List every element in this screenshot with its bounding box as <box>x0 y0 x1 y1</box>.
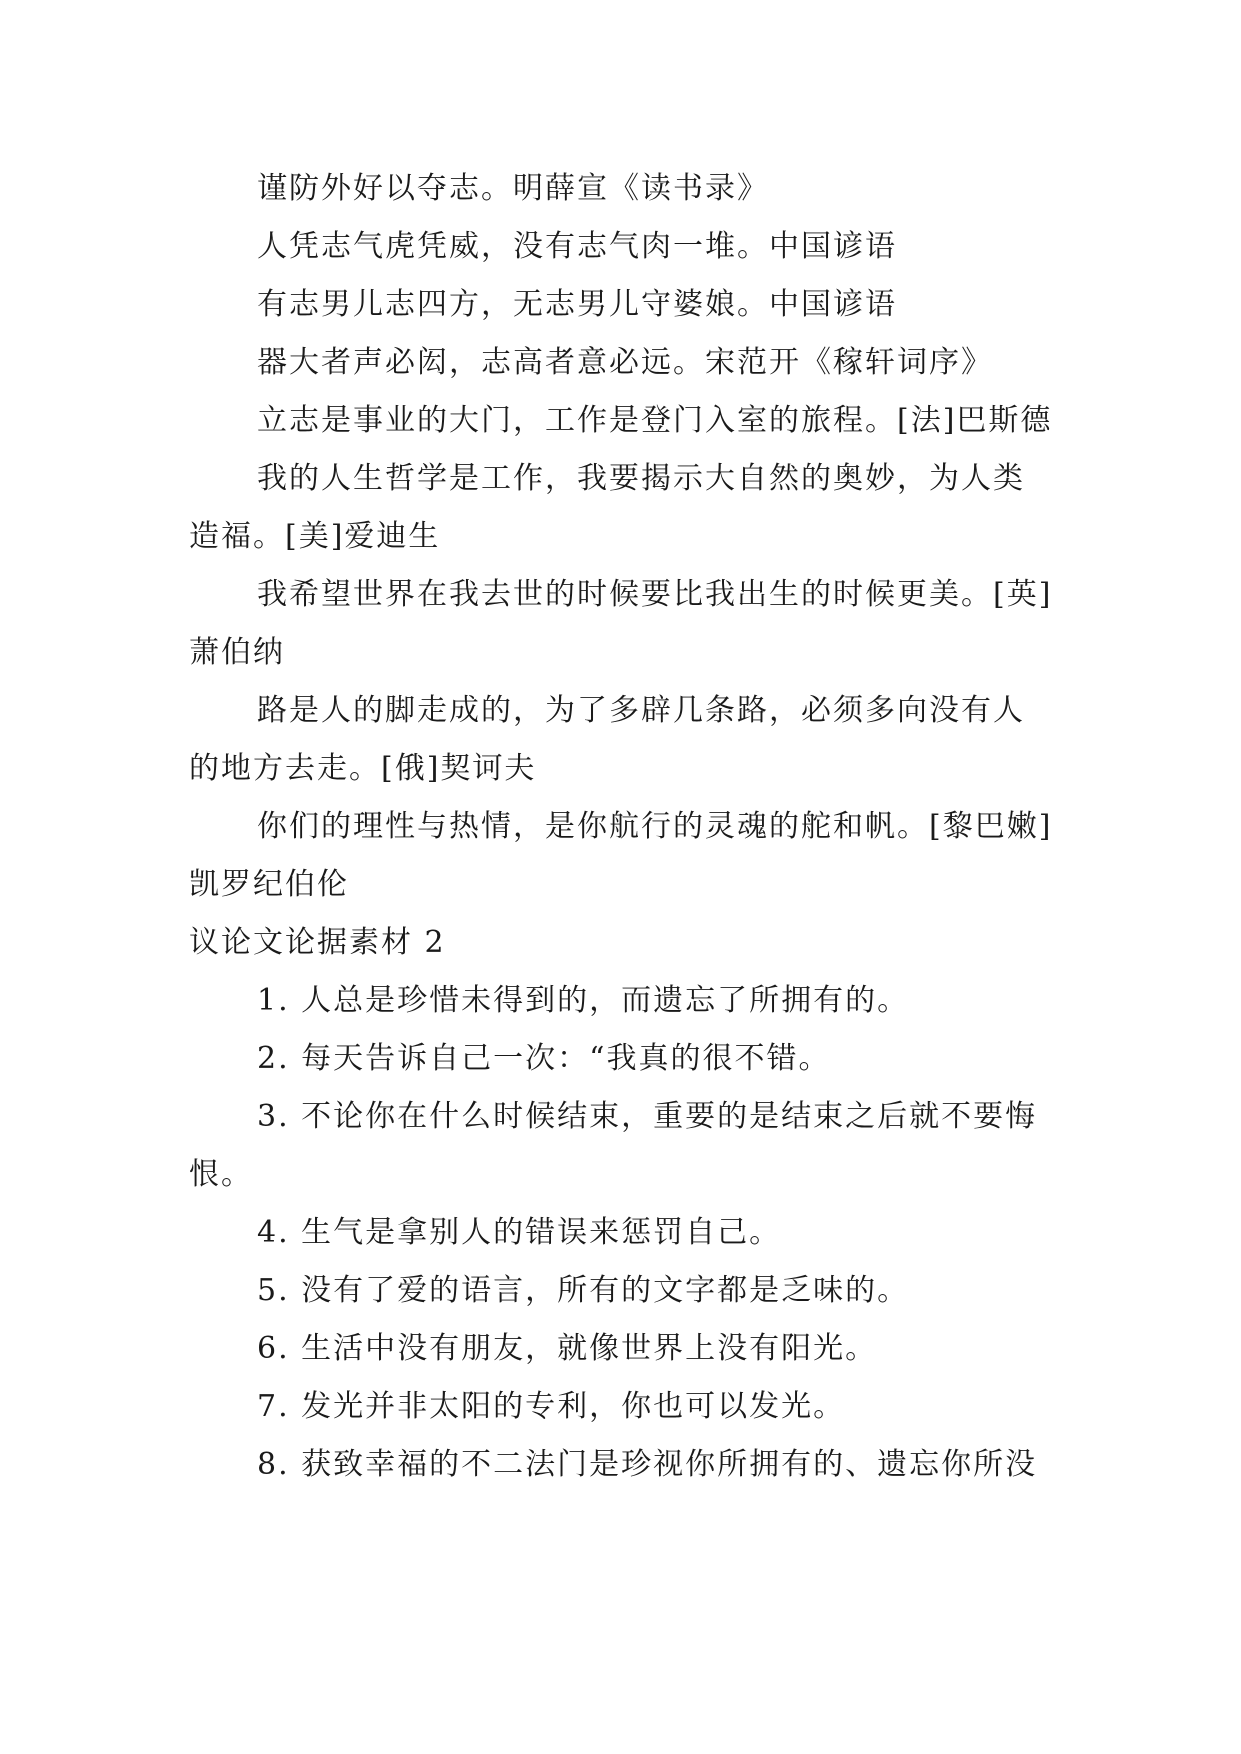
numbered-item: 7. 发光并非太阳的专利，你也可以发光。 <box>257 1389 846 1424</box>
quote-paragraph: 我希望世界在我去世的时候要比我出生的时候更美。[英]萧伯纳 <box>189 577 1053 670</box>
document-body <box>189 160 1055 1494</box>
section-heading: 议论文论据素材 2 <box>189 925 446 960</box>
numbered-item: 6. 生活中没有朋友，就像世界上没有阳光。 <box>257 1331 878 1366</box>
numbered-item: 2. 每天告诉自己一次：“我真的很不错。 <box>257 1041 831 1076</box>
quote-paragraph: 立志是事业的大门，工作是登门入室的旅程。[法]巴斯德 <box>257 403 1053 438</box>
numbered-item: 4. 生气是拿别人的错误来惩罚自己。 <box>257 1215 782 1250</box>
quote-paragraph: 路是人的脚走成的，为了多辟几条路，必须多向没有人的地方去走。[俄]契诃夫 <box>189 693 1025 786</box>
numbered-item: 5. 没有了爱的语言，所有的文字都是乏味的。 <box>257 1273 910 1308</box>
quote-paragraph: 有志男儿志四方，无志男儿守婆娘。中国谚语 <box>257 287 897 322</box>
quote-paragraph: 器大者声必闳，志高者意必远。宋范开《稼轩词序》 <box>257 345 993 380</box>
numbered-item: 1. 人总是珍惜未得到的，而遗忘了所拥有的。 <box>257 983 910 1018</box>
quote-paragraph: 我的人生哲学是工作，我要揭示大自然的奥妙，为人类造福。[美]爱迪生 <box>189 461 1025 554</box>
quote-paragraph: 你们的理性与热情，是你航行的灵魂的舵和帆。[黎巴嫩]凯罗纪伯伦 <box>189 809 1053 902</box>
quote-paragraph: 谨防外好以夺志。明薛宣《读书录》 <box>257 171 769 206</box>
numbered-item: 8. 获致幸福的不二法门是珍视你所拥有的、遗忘你所没 <box>257 1447 1038 1482</box>
quote-paragraph: 人凭志气虎凭威，没有志气肉一堆。中国谚语 <box>257 229 897 264</box>
numbered-item: 3. 不论你在什么时候结束，重要的是结束之后就不要悔恨。 <box>189 1099 1038 1192</box>
